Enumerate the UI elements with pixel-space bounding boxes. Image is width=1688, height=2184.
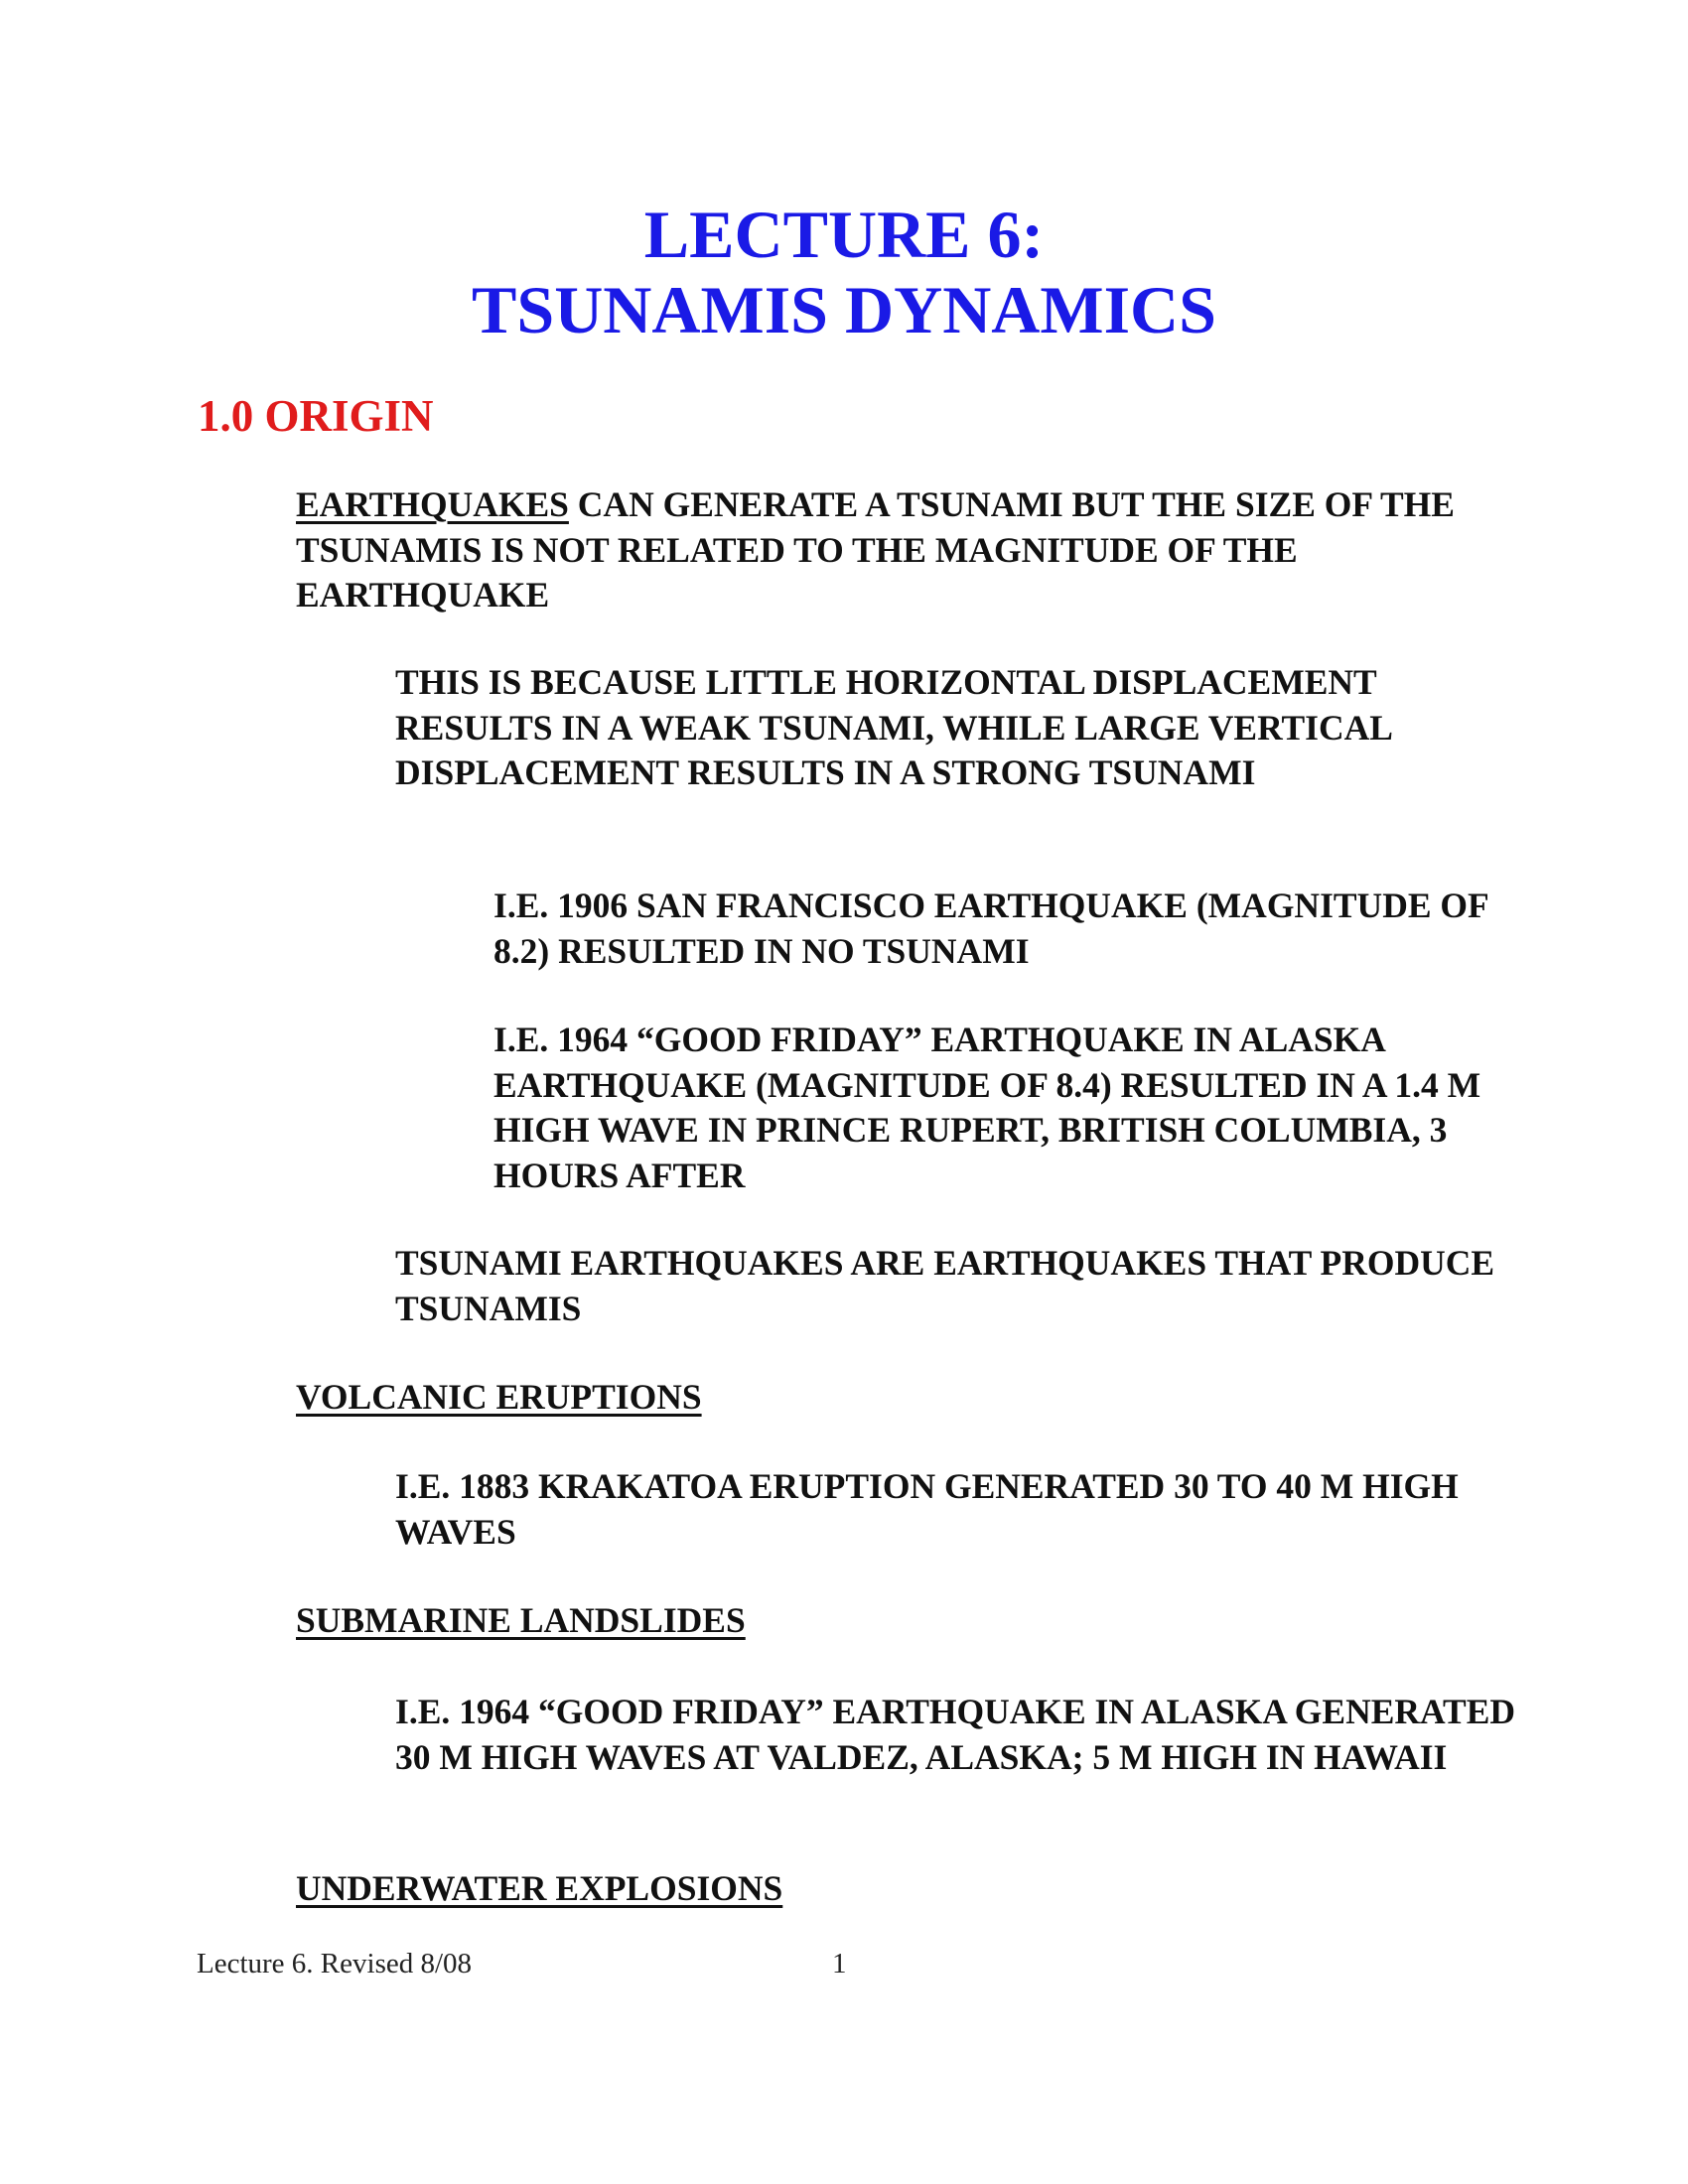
- example-good-friday-valdez: I.E. 1964 “GOOD FRIDAY” EARTHQUAKE IN ALASKA GENERATED 30 M HIGH WAVES AT VALDEZ, ALASKA; 5 M HIGH IN HAWAII: [395, 1692, 1516, 1777]
- example-good-friday-prince-rupert: I.E. 1964 “GOOD FRIDAY” EARTHQUAKE IN ALASKA EARTHQUAKE (MAGNITUDE OF 8.4) RESULTED IN A 1.4 M HIGH WAVE IN PRINCE RUPERT, BRITISH COLUMBIA, 3 HOURS AFTER: [493, 1020, 1481, 1195]
- underwater-explosions-heading: [296, 1866, 1507, 1912]
- title-line-1: LECTURE 6:: [643, 197, 1045, 272]
- example-krakatoa: I.E. 1883 KRAKATOA ERUPTION GENERATED 30 TO 40 M HIGH WAVES: [395, 1466, 1459, 1552]
- title-line-2: TSUNAMIS DYNAMICS: [472, 272, 1216, 347]
- displacement-explanation: THIS IS BECAUSE LITTLE HORIZONTAL DISPLACEMENT RESULTS IN A WEAK TSUNAMI, WHILE LARGE VERTICAL DISPLACEMENT RESULTS IN A STRONG TSUNAMI: [395, 662, 1391, 792]
- earthquakes-keyword: EARTHQUAKES: [296, 484, 569, 524]
- submarine-landslides-label: SUBMARINE LANDSLIDES: [296, 1600, 746, 1640]
- page-title: [0, 197, 1688, 347]
- footer-page-number: 1: [832, 1948, 847, 1979]
- example-san-francisco: I.E. 1906 SAN FRANCISCO EARTHQUAKE (MAGNITUDE OF 8.2) RESULTED IN NO TSUNAMI: [493, 886, 1488, 971]
- underwater-explosions-label: UNDERWATER EXPLOSIONS: [296, 1868, 783, 1908]
- earthquakes-paragraph: [296, 482, 1507, 618]
- submarine-landslides-heading: [296, 1598, 1507, 1644]
- volcanic-eruptions-label: VOLCANIC ERUPTIONS: [296, 1377, 702, 1417]
- footer-revision-label: Lecture 6. Revised 8/08: [197, 1948, 473, 1979]
- earthquakes-text: CAN GENERATE A TSUNAMI BUT THE SIZE OF THE TSUNAMIS IS NOT RELATED TO THE MAGNITUDE OF THE EARTHQUAKE: [296, 484, 1455, 614]
- section-heading-origin: 1.0 ORIGIN: [198, 391, 434, 441]
- volcanic-eruptions-heading: [296, 1375, 1507, 1421]
- tsunami-earthquakes-definition: TSUNAMI EARTHQUAKES ARE EARTHQUAKES THAT PRODUCE TSUNAMIS: [395, 1243, 1495, 1328]
